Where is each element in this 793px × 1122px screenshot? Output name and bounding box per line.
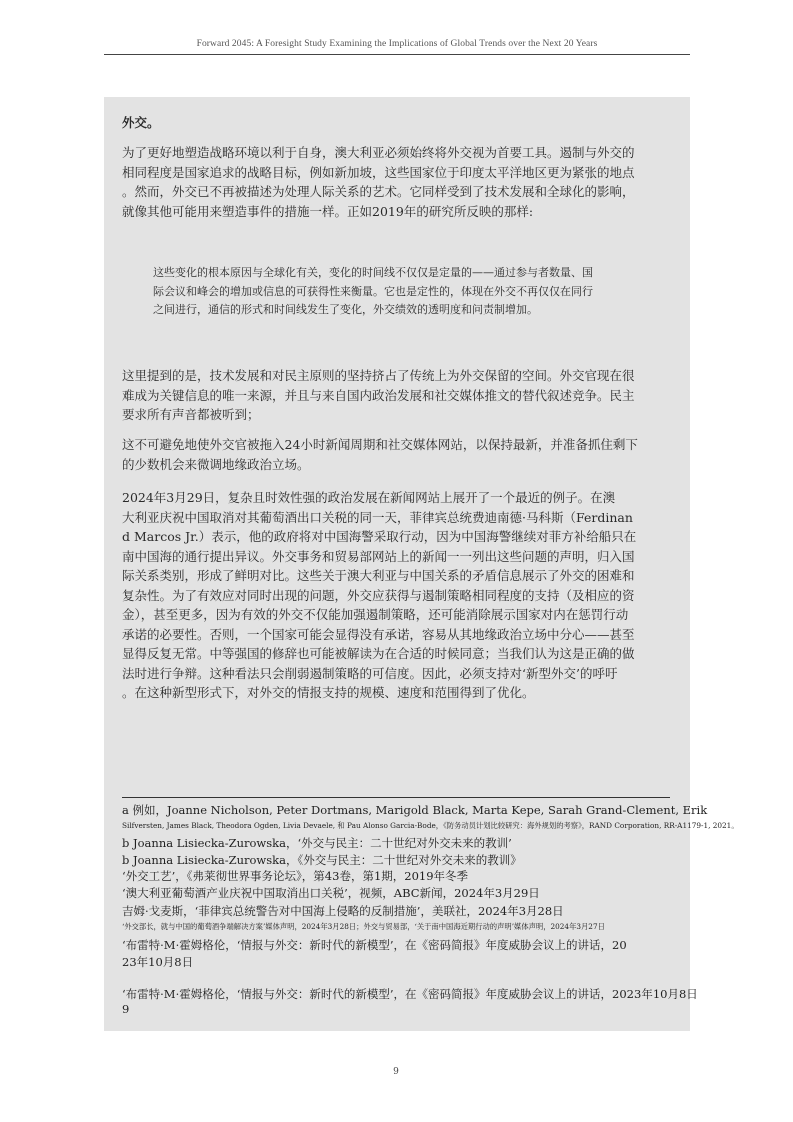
footnote-7: ‘外交部长，就与中国的葡萄酒争端解决方案’媒体声明，2024年3月28日；外交与贸易部，‘关于南中国海近期行动的声明’媒体声明，2024年3月27日 — [122, 922, 605, 931]
paragraph-1: 为了更好地塑造战略环境以利于自身，澳大利亚必须始终将外交视为首要工具。遏制与外交的 相同程度是国家追求的战略目标，例如新加坡，这些国家位于印度太平洋地区更为紧张的地点 。然而，外交已不再被描述为处理人际关系的艺术。它同样受到了技术发展和全球化的影响， 就像其他可能用来塑造事件的措施一样。正如2019年的研究所反映的那样: — [122, 145, 635, 219]
footnote-2: b Joanna Lisiecka-Zurowska，‘外交与民主：二十世纪对外交未来的教训’ — [122, 836, 512, 850]
footnote-1-line-2: Silfversten, James Black, Theodora Ogden, Livia Devaele, 和 Pau Alonso Garcia-Bode，《防务动员计划比较研究：海外规划的考察》，RAND Corporation, RR-A1179-1, 2021。 — [122, 821, 739, 830]
block-quote: 这些变化的根本原因与全球化有关，变化的时间线不仅仅是定量的——通过参与者数量、国 际会议和峰会的增加或信息的可获得性来衡量。它也是定性的，体现在外交不再仅仅在同行 之间进行，通信的形式和时间线发生了变化，外交绩效的透明度和问责制增加。 — [153, 266, 593, 316]
header-rule — [104, 54, 690, 55]
footnote-1-line-1: a 例如，Joanne Nicholson, Peter Dortmans, Marigold Black, Marta Kepe, Sarah Grand-Clement, Erik — [122, 803, 708, 817]
footnote-9: ‘布雷特·M·霍姆格伦，‘情报与外交：新时代的新模型’，在《密码简报》年度威胁会议上的讲话，2023年10月8日 — [122, 987, 698, 1001]
paragraph-2: 这里提到的是，技术发展和对民主原则的坚持挤占了传统上为外交保留的空间。外交官现在很 难成为关键信息的唯一来源，并且与来自国内政治发展和社交媒体推文的替代叙述竞争。民主 要求所有声音都被听到； — [122, 368, 635, 422]
paragraph-4: 2024年3月29日，复杂且时效性强的政治发展在新闻网站上展开了一个最近的例子。在澳 大利亚庆祝中国取消对其葡萄酒出口关税的同一天，菲律宾总统费迪南德·马科斯（Ferdinan d Marcos Jr.）表示，他的政府将对中国海警采取行动，因为中国海警继续对菲方补给船只在 南中国海的通行提出异议。外交事务和贸易部网站上的新闻一一列出这些问题的声明，归入国 际关系类别，形成了鲜明对比。这些关于澳大利亚与中国关系的矛盾信息展示了外交的困难和 复杂性。为了有效应对同时出现的问题，外交应获得与遏制策略相同程度的支持（及相应的资 金），甚至更多，因为有效的外交不仅能加强遏制策略，还可能消除展示国家对内在惩罚行动 承诺的必要性。否则，一个国家可能会显得没有承诺，容易从其地缘政治立场中分心——甚至 显得反复无常。中等强国的修辞也可能被解读为在合适的时候同意；当我们认为这是正确的做 法时进行争辩。这种看法只会削弱遏制策略的可信度。因此，必须支持对‘新型外交’的呼吁 。在这种新型形式下，对外交的情报支持的规模、速度和范围得到了优化。 — [122, 490, 637, 700]
footnote-8: ‘布雷特·M·霍姆格伦，‘情报与外交：新时代的新模型’，在《密码简报》年度威胁会议上的讲话，20 23年10月8日 — [122, 938, 627, 969]
footnote-5: ‘澳大利亚葡萄酒产业庆祝中国取消出口关税’，视频，ABC新闻，2024年3月29日 — [122, 886, 540, 900]
footnote-4: ‘外交工艺’，《弗莱彻世界事务论坛》，第43卷，第1期，2019年冬季 — [122, 869, 469, 883]
footnote-3: b Joanna Lisiecka-Zurowska，《外交与民主：二十世纪对外交未来的教训》 — [122, 853, 522, 867]
footnote-rule — [122, 797, 670, 798]
paragraph-3: 这不可避免地使外交官被拖入24小时新闻周期和社交媒体网站，以保持最新，并准备抓住剩下 的少数机会来微调地缘政治立场。 — [122, 437, 638, 472]
running-header: Forward 2045: A Foresight Study Examining the Implications of Global Trends over the Next 20 Years — [196, 39, 598, 49]
section-lead: 外交。 — [122, 115, 160, 130]
footnote-6: 吉姆·戈麦斯，‘菲律宾总统警告对中国海上侵略的反制措施’，美联社，2024年3月28日 — [122, 904, 564, 918]
footnote-9-number: 9 — [122, 1002, 130, 1016]
page-number: 9 — [393, 1067, 399, 1077]
